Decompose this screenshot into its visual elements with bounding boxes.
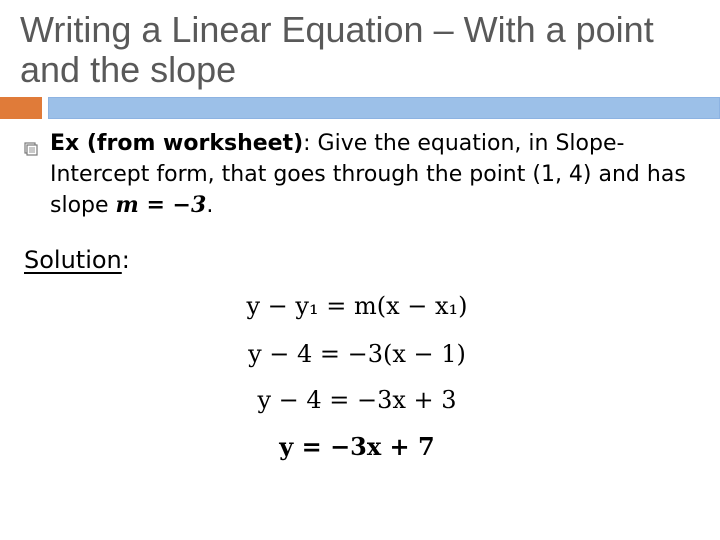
equation-substituted: y − 4 = −3(x − 1) xyxy=(248,340,466,368)
slope-value: m = −3 xyxy=(115,192,207,218)
slide-title: Writing a Linear Equation – With a point and the slope xyxy=(20,9,654,90)
equation-final: y = −3x + 7 xyxy=(279,432,435,461)
example-bullet-text xyxy=(50,128,710,221)
square-bullet-icon xyxy=(24,142,38,156)
accent-orange-block xyxy=(0,97,42,119)
equation-distributed: y − 4 = −3x + 3 xyxy=(257,386,457,414)
example-end: . xyxy=(206,193,214,218)
equation-point-slope-form: y − y₁ = m(x − x₁) xyxy=(246,292,468,320)
solution-label: Solution xyxy=(24,246,122,274)
example-label: Ex (from worksheet) xyxy=(50,131,304,156)
solution-colon: : xyxy=(121,246,130,274)
solution-heading xyxy=(24,243,130,277)
accent-blue-bar-fill xyxy=(49,98,719,118)
example-body: : Give the equation, in Slope-Intercept form, that goes through the point (1, 4) and has slope xyxy=(50,131,686,218)
